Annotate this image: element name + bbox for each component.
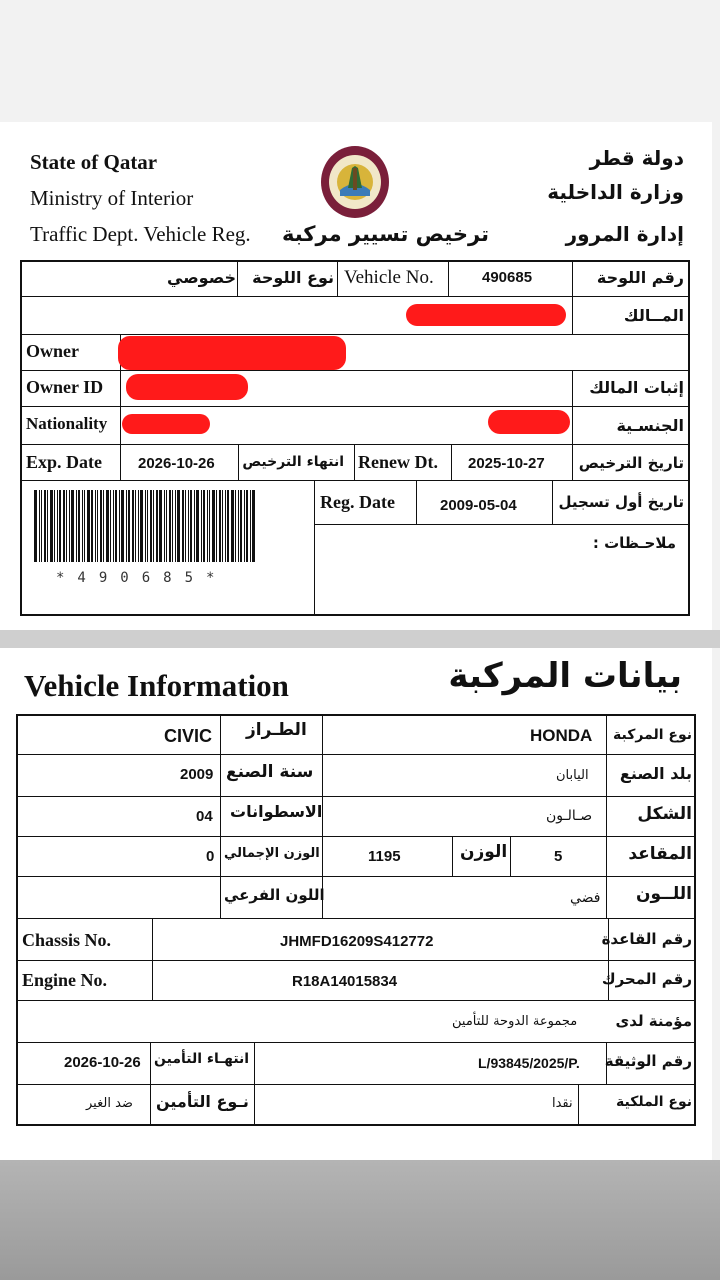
barcode-bar	[150, 490, 152, 562]
year-label: سنة الصنع	[226, 762, 314, 782]
barcode-bar	[145, 490, 146, 562]
barcode-bar	[84, 490, 85, 562]
barcode-bar	[76, 490, 77, 562]
barcode-bar	[97, 490, 98, 562]
col-line	[452, 836, 453, 876]
nationality-ar-label: الجنسـية	[616, 416, 684, 435]
insurer-value: مجموعة الدوحة للتأمين	[452, 1014, 578, 1029]
gross-weight-label: الوزن الإجمالي	[224, 846, 320, 861]
cylinders-label: الاسطوانات	[230, 802, 323, 821]
model-value: CIVIC	[164, 726, 213, 746]
col-line	[354, 444, 355, 480]
color-value: فضي	[570, 890, 601, 906]
col-line	[606, 714, 607, 918]
barcode-bar	[54, 490, 55, 562]
gross-weight-value: 0	[206, 848, 215, 865]
barcode-bar	[119, 490, 120, 562]
engine-ar-label: رقم المحرك	[601, 970, 692, 988]
barcode-bar	[196, 490, 199, 562]
state-en: State of Qatar	[30, 150, 158, 174]
barcode-bar	[166, 490, 167, 562]
shape-value: صـالـون	[546, 808, 593, 824]
barcode-bar	[227, 490, 229, 562]
barcode-bar	[172, 490, 173, 562]
plate-no-label: رقم اللوحة	[596, 268, 684, 287]
barcode-bar	[44, 490, 46, 562]
registration-card	[0, 122, 712, 630]
barcode-bar	[240, 490, 242, 562]
barcode-bar	[246, 490, 248, 562]
nationality-redaction	[122, 414, 210, 434]
owner-id-label: Owner ID	[26, 377, 104, 397]
engine-label: Engine No.	[22, 970, 108, 990]
state-ar: دولة قطر	[589, 146, 684, 170]
engine-value: R18A14015834	[292, 973, 398, 990]
policy-value: L/93845/2025/P.	[478, 1055, 580, 1071]
barcode-bar	[169, 490, 171, 562]
col-line	[416, 480, 417, 524]
barcode-bar	[128, 490, 130, 562]
insurer-label: مؤمنة لدى	[615, 1012, 692, 1030]
col-line	[220, 714, 221, 918]
seats-label: المقاعد	[628, 844, 692, 864]
col-line	[337, 260, 338, 296]
country-label: بلد الصنع	[619, 764, 692, 783]
barcode-bar	[50, 490, 53, 562]
barcode-bar	[216, 490, 217, 562]
row-line	[314, 524, 690, 525]
col-line	[238, 444, 239, 480]
country-value: اليابان	[556, 768, 589, 783]
col-line	[510, 836, 511, 876]
barcode-bar	[63, 490, 65, 562]
barcode-bar	[135, 490, 136, 562]
col-line	[150, 1042, 151, 1126]
barcode-bar	[132, 490, 134, 562]
chassis-value: JHMFD16209S412772	[280, 933, 434, 950]
plate-type-value: خصوصي	[167, 268, 236, 287]
weight-value: 1195	[368, 848, 401, 865]
background-band	[0, 1160, 720, 1280]
ministry-en: Ministry of Interior	[30, 186, 194, 210]
vehicle-info-title-ar: بيانات المركبة	[448, 656, 682, 696]
barcode-bar	[47, 490, 48, 562]
nationality-label: Nationality	[26, 414, 108, 433]
license-date-label: تاريخ الترخيص	[578, 454, 684, 472]
barcode-bar	[103, 490, 104, 562]
row-line	[16, 1084, 696, 1085]
col-line	[552, 480, 553, 524]
seats-value: 5	[554, 848, 563, 865]
barcode-bar	[69, 490, 70, 562]
barcode-bar	[57, 490, 58, 562]
row-line	[16, 960, 696, 961]
col-line	[451, 444, 452, 480]
license-title-ar: ترخيص تسيير مركبة	[282, 222, 489, 246]
renew-date-value: 2025-10-27	[468, 455, 545, 472]
license-end-label: انتهاء الترخيص	[242, 454, 344, 470]
barcode-bar	[212, 490, 215, 562]
weight-label: الوزن	[460, 842, 508, 862]
shape-label: الشكل	[637, 804, 692, 824]
cylinders-value: 04	[196, 808, 213, 825]
card-separator	[0, 630, 720, 648]
barcode-digits: *490685*	[56, 570, 228, 586]
renew-date-label: Renew Dt.	[358, 452, 438, 472]
vehicle-no-label: Vehicle No.	[344, 267, 434, 288]
barcode-bar	[188, 490, 189, 562]
col-line	[572, 260, 573, 296]
color-label: اللــون	[636, 884, 692, 904]
make-label: نوع المركبة	[613, 727, 692, 743]
col-line	[152, 918, 153, 1000]
barcode-bar	[59, 490, 61, 562]
first-reg-label: تاريخ أول تسجيل	[558, 493, 684, 511]
barcode-bar	[225, 490, 226, 562]
col-line	[120, 444, 121, 480]
barcode-bar	[175, 490, 176, 562]
dept-en: Traffic Dept. Vehicle Reg.	[30, 222, 251, 246]
dept-ar: إدارة المرور	[565, 222, 684, 246]
barcode-bar	[140, 490, 143, 562]
barcode-bar	[71, 490, 74, 562]
barcode-bar	[207, 490, 208, 562]
barcode-bar	[82, 490, 83, 562]
barcode-bar	[177, 490, 180, 562]
row-line	[16, 876, 696, 877]
barcode-bar	[219, 490, 221, 562]
chassis-ar-label: رقم القاعدة	[601, 930, 692, 948]
barcode-bar	[252, 490, 255, 562]
owner-label: Owner	[26, 341, 79, 361]
barcode-bar	[209, 490, 210, 562]
barcode-bar	[185, 490, 186, 562]
barcode-bar	[121, 490, 124, 562]
barcode-bar	[231, 490, 234, 562]
barcode-bar	[250, 490, 251, 562]
vehicle-no-value: 490685	[482, 269, 533, 286]
ownership-value: نقدا	[552, 1096, 573, 1111]
exp-date-label: Exp. Date	[26, 452, 102, 472]
exp-date-value: 2026-10-26	[138, 455, 215, 472]
reg-date-label: Reg. Date	[320, 492, 395, 512]
barcode-bar	[138, 490, 139, 562]
reg-date-value: 2009-05-04	[440, 497, 517, 514]
vehicle-info-card	[0, 648, 712, 1160]
plate-type-label: نوع اللوحة	[252, 268, 334, 287]
make-value: HONDA	[530, 726, 593, 745]
barcode-bar	[34, 490, 37, 562]
barcode-bar	[100, 490, 102, 562]
barcode-bar	[110, 490, 111, 562]
barcode-bar	[78, 490, 80, 562]
barcode	[34, 490, 257, 562]
barcode-bar	[91, 490, 93, 562]
barcode-bar	[39, 490, 40, 562]
ownership-label: نوع الملكية	[616, 1094, 692, 1110]
owner-id-ar-label: إثبات المالك	[589, 378, 684, 397]
chassis-label: Chassis No.	[22, 930, 112, 950]
barcode-bar	[41, 490, 42, 562]
barcode-bar	[201, 490, 202, 562]
barcode-bar	[182, 490, 184, 562]
insurance-type-value: ضد الغير	[86, 1096, 133, 1111]
state-emblem-logo	[318, 138, 392, 220]
row-line	[20, 296, 690, 297]
barcode-bar	[156, 490, 158, 562]
col-line	[572, 296, 573, 334]
barcode-bar	[106, 490, 109, 562]
notes-label: ملاحـظات :	[592, 534, 676, 552]
policy-label: رقم الوثيقة	[604, 1052, 692, 1070]
insurance-end-label: انتهـاء التأمين	[154, 1051, 250, 1067]
row-line	[16, 754, 696, 755]
barcode-bar	[203, 490, 205, 562]
col-line	[572, 370, 573, 444]
col-line	[578, 1084, 579, 1126]
col-line	[254, 1042, 255, 1126]
ministry-ar: وزارة الداخلية	[547, 180, 684, 204]
col-line	[237, 260, 238, 296]
barcode-bar	[95, 490, 96, 562]
barcode-bar	[194, 490, 195, 562]
barcode-bar	[164, 490, 165, 562]
model-label: الطـراز	[246, 720, 307, 740]
barcode-bar	[147, 490, 148, 562]
barcode-bar	[159, 490, 162, 562]
year-value: 2009	[180, 766, 214, 783]
owner-name-redaction	[406, 304, 566, 326]
barcode-bar	[115, 490, 117, 562]
barcode-bar	[235, 490, 236, 562]
row-line	[16, 836, 696, 837]
barcode-bar	[190, 490, 192, 562]
owner-id-redaction	[126, 374, 248, 400]
barcode-bar	[66, 490, 67, 562]
barcode-bar	[126, 490, 127, 562]
insurance-end-value: 2026-10-26	[64, 1054, 141, 1071]
sub-color-label: اللون الفرعي	[224, 886, 325, 904]
row-line	[16, 1042, 696, 1043]
owner-ar-label: المــالك	[623, 306, 684, 325]
col-line	[572, 444, 573, 480]
row-line	[16, 796, 696, 797]
insurance-type-label: نـوع التأمين	[156, 1092, 249, 1111]
row-line	[16, 918, 696, 919]
barcode-bar	[87, 490, 90, 562]
col-line	[448, 260, 449, 296]
barcode-bar	[113, 490, 114, 562]
barcode-bar	[153, 490, 154, 562]
row-line	[20, 480, 690, 481]
row-line	[16, 1000, 696, 1001]
vehicle-info-title: Vehicle Information	[24, 668, 289, 703]
barcode-bar	[244, 490, 245, 562]
barcode-bar	[238, 490, 239, 562]
owner-redaction	[118, 336, 346, 370]
barcode-bar	[222, 490, 223, 562]
col-line	[314, 480, 315, 616]
nationality-ar-redaction	[488, 410, 570, 434]
